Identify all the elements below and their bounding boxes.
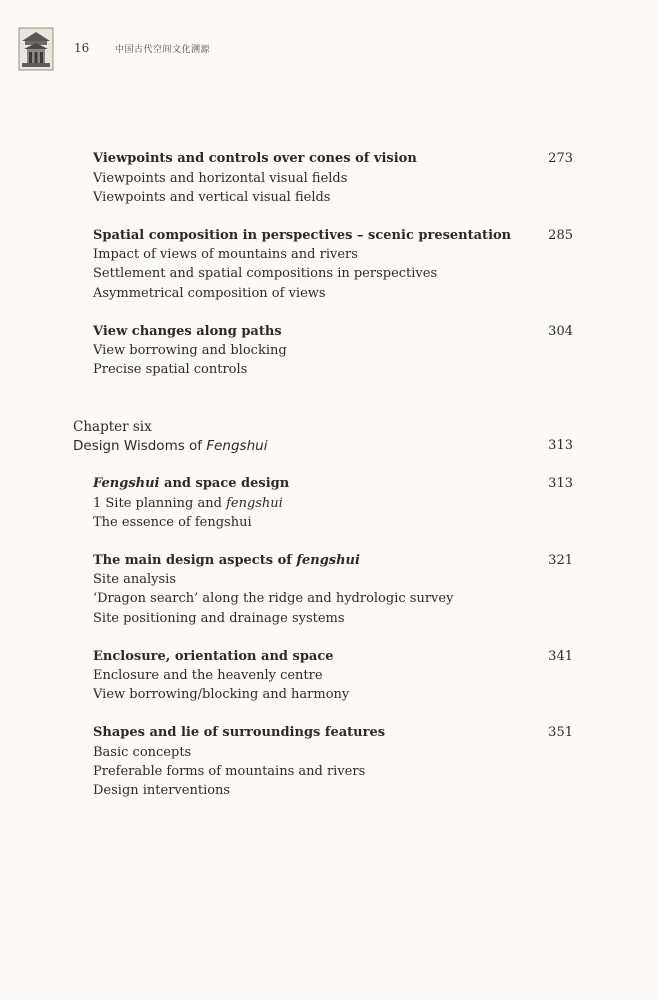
- toc-page-ref: 351: [548, 725, 573, 740]
- toc-item: Settlement and spatial compositions in perspectives: [93, 266, 438, 281]
- chapter-title-italic: Fengshui: [206, 438, 268, 454]
- toc-section-title: [93, 553, 360, 569]
- toc-item: View borrowing/blocking and harmony: [93, 687, 350, 702]
- chapter-title-prefix: Design Wisdoms of: [73, 438, 207, 454]
- page-number: 16: [74, 41, 90, 55]
- running-title: 中国古代空间文化溯源: [115, 45, 211, 55]
- toc-item: Viewpoints and horizontal visual fields: [93, 171, 348, 186]
- toc-item: [93, 496, 283, 512]
- toc-item: The essence of fengshui: [93, 515, 252, 530]
- toc-item: Asymmetrical composition of views: [93, 286, 326, 301]
- toc-item: View borrowing and blocking: [93, 343, 287, 358]
- section-title-prefix: The main design aspects of: [93, 553, 297, 568]
- toc-item: Basic concepts: [93, 745, 192, 760]
- toc-section-title: View changes along paths: [93, 324, 282, 339]
- toc-item: Impact of views of mountains and rivers: [93, 247, 358, 262]
- toc-page-ref: 304: [548, 324, 573, 339]
- toc-section-title: [93, 476, 289, 492]
- toc-section-title: Shapes and lie of surroundings features: [93, 725, 386, 740]
- toc-item: Site positioning and drainage systems: [93, 611, 345, 626]
- toc-section-title: Spatial composition in perspectives – scenic presentation: [93, 228, 512, 243]
- toc-page-ref: 313: [548, 476, 573, 491]
- toc-page-ref: 273: [548, 151, 573, 166]
- toc-item: Viewpoints and vertical visual fields: [93, 190, 331, 205]
- section-title-rest: and space design: [159, 476, 290, 491]
- section-title-italic: fengshui: [296, 553, 360, 568]
- toc-item: Site analysis: [93, 572, 176, 587]
- toc-page-ref: 341: [548, 649, 573, 664]
- toc-item: Design interventions: [93, 783, 231, 798]
- chapter-title: [73, 438, 267, 454]
- toc-item-prefix: 1 Site planning and: [93, 496, 227, 511]
- page-header: [18, 27, 638, 73]
- toc-item: ‘Dragon search’ along the ridge and hydrologic survey: [93, 591, 454, 606]
- toc-section-title: Enclosure, orientation and space: [93, 649, 334, 664]
- toc-page-ref: 285: [548, 228, 573, 243]
- toc-item: Precise spatial controls: [93, 362, 248, 377]
- toc-item: Preferable forms of mountains and rivers: [93, 764, 366, 779]
- pavilion-icon: [18, 27, 54, 71]
- chapter-label: Chapter six: [73, 419, 152, 435]
- toc-item-italic: fengshui: [226, 496, 283, 511]
- toc-item: Enclosure and the heavenly centre: [93, 668, 323, 683]
- toc-section-title: Viewpoints and controls over cones of vision: [93, 151, 417, 166]
- toc-page-ref: 321: [548, 553, 573, 568]
- section-title-italic: Fengshui: [93, 476, 160, 491]
- chapter-page-ref: 313: [548, 438, 573, 453]
